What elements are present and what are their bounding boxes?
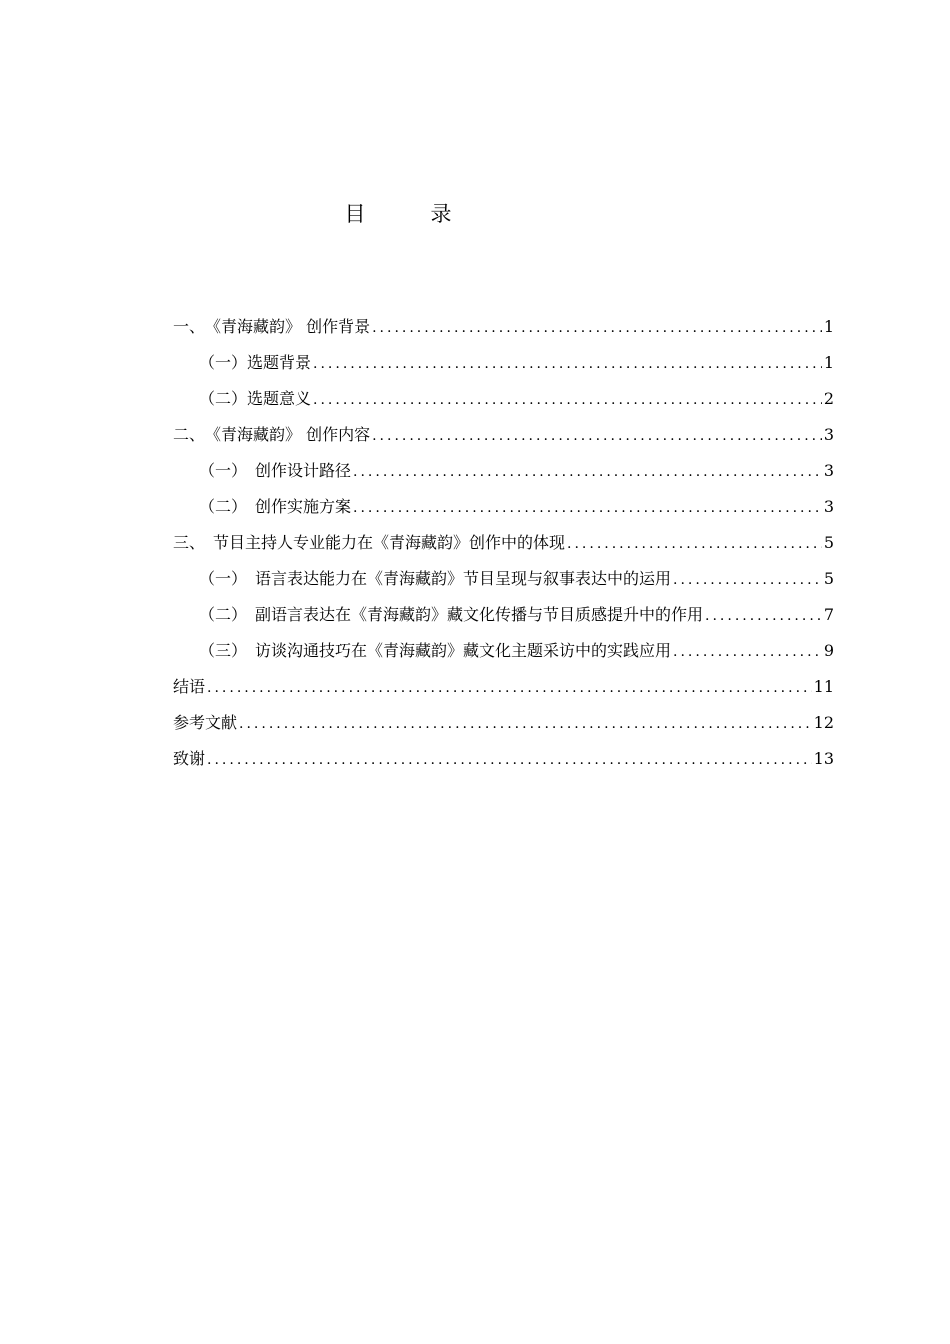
toc-page-number: 9 — [823, 641, 834, 660]
toc-leader-dots — [705, 598, 822, 634]
toc-entry-text: 三、 节目主持人专业能力在《青海藏韵》创作中的体现 — [173, 533, 566, 552]
toc-entry-acknowledgements[interactable] — [173, 741, 834, 777]
toc-page-number: 11 — [813, 677, 834, 696]
toc-page-number: 2 — [823, 389, 834, 408]
toc-entry-text: 二、 《青海藏韵》 创作内容 — [173, 425, 371, 444]
toc-entry-conclusion[interactable] — [173, 669, 834, 705]
toc-entry-text: （二） 创作实施方案 — [199, 497, 352, 516]
toc-page-number: 3 — [823, 497, 834, 516]
toc-entry-3-3[interactable] — [173, 633, 834, 669]
toc-entry-text: （二） 副语言表达在《青海藏韵》藏文化传播与节目质感提升中的作用 — [199, 605, 704, 624]
toc-page-number: 3 — [823, 461, 834, 480]
toc-page-number: 5 — [823, 533, 834, 552]
toc-leader-dots — [207, 742, 812, 778]
toc-entry-1-1[interactable] — [173, 345, 834, 381]
toc-entry-1[interactable] — [173, 309, 834, 345]
toc-leader-dots — [313, 346, 822, 382]
toc-page-number: 12 — [813, 713, 834, 732]
toc-leader-dots — [673, 634, 822, 670]
toc-leader-dots — [567, 526, 822, 562]
toc-page-number: 1 — [823, 317, 834, 336]
toc-entry-1-2[interactable] — [173, 381, 834, 417]
toc-leader-dots — [353, 454, 822, 490]
toc-page-number: 3 — [823, 425, 834, 444]
toc-leader-dots — [673, 562, 822, 598]
toc-page-number: 1 — [823, 353, 834, 372]
toc-entry-text: 一、 《青海藏韵》 创作背景 — [173, 317, 371, 336]
toc-entry-text: 参考文献 — [173, 713, 238, 732]
toc-page-number: 7 — [823, 605, 834, 624]
toc-entry-3-2[interactable] — [173, 597, 834, 633]
toc-entry-2-2[interactable] — [173, 489, 834, 525]
toc-page-number: 5 — [823, 569, 834, 588]
toc-entry-references[interactable] — [173, 705, 834, 741]
toc-entry-text: （一）选题背景 — [199, 353, 312, 372]
toc-entry-3[interactable] — [173, 525, 834, 561]
toc-leader-dots — [353, 490, 822, 526]
toc-leader-dots — [207, 670, 812, 706]
toc-entry-text: （一） 语言表达能力在《青海藏韵》节目呈现与叙事表达中的运用 — [199, 569, 672, 588]
toc-page-number: 13 — [813, 749, 834, 768]
toc-entry-text: 致谢 — [173, 749, 206, 768]
toc-entry-3-1[interactable] — [173, 561, 834, 597]
toc-leader-dots — [372, 310, 822, 346]
toc-entry-text: 结语 — [173, 677, 206, 696]
table-of-contents — [173, 309, 834, 777]
toc-leader-dots — [239, 706, 812, 742]
toc-entry-2-1[interactable] — [173, 453, 834, 489]
toc-leader-dots — [313, 382, 822, 418]
toc-entry-text: （三） 访谈沟通技巧在《青海藏韵》藏文化主题采访中的实践应用 — [199, 641, 672, 660]
toc-entry-2[interactable] — [173, 417, 834, 453]
toc-entry-text: （二）选题意义 — [199, 389, 312, 408]
toc-leader-dots — [372, 418, 822, 454]
toc-entry-text: （一） 创作设计路径 — [199, 461, 352, 480]
toc-title: 目 录 — [344, 202, 474, 226]
